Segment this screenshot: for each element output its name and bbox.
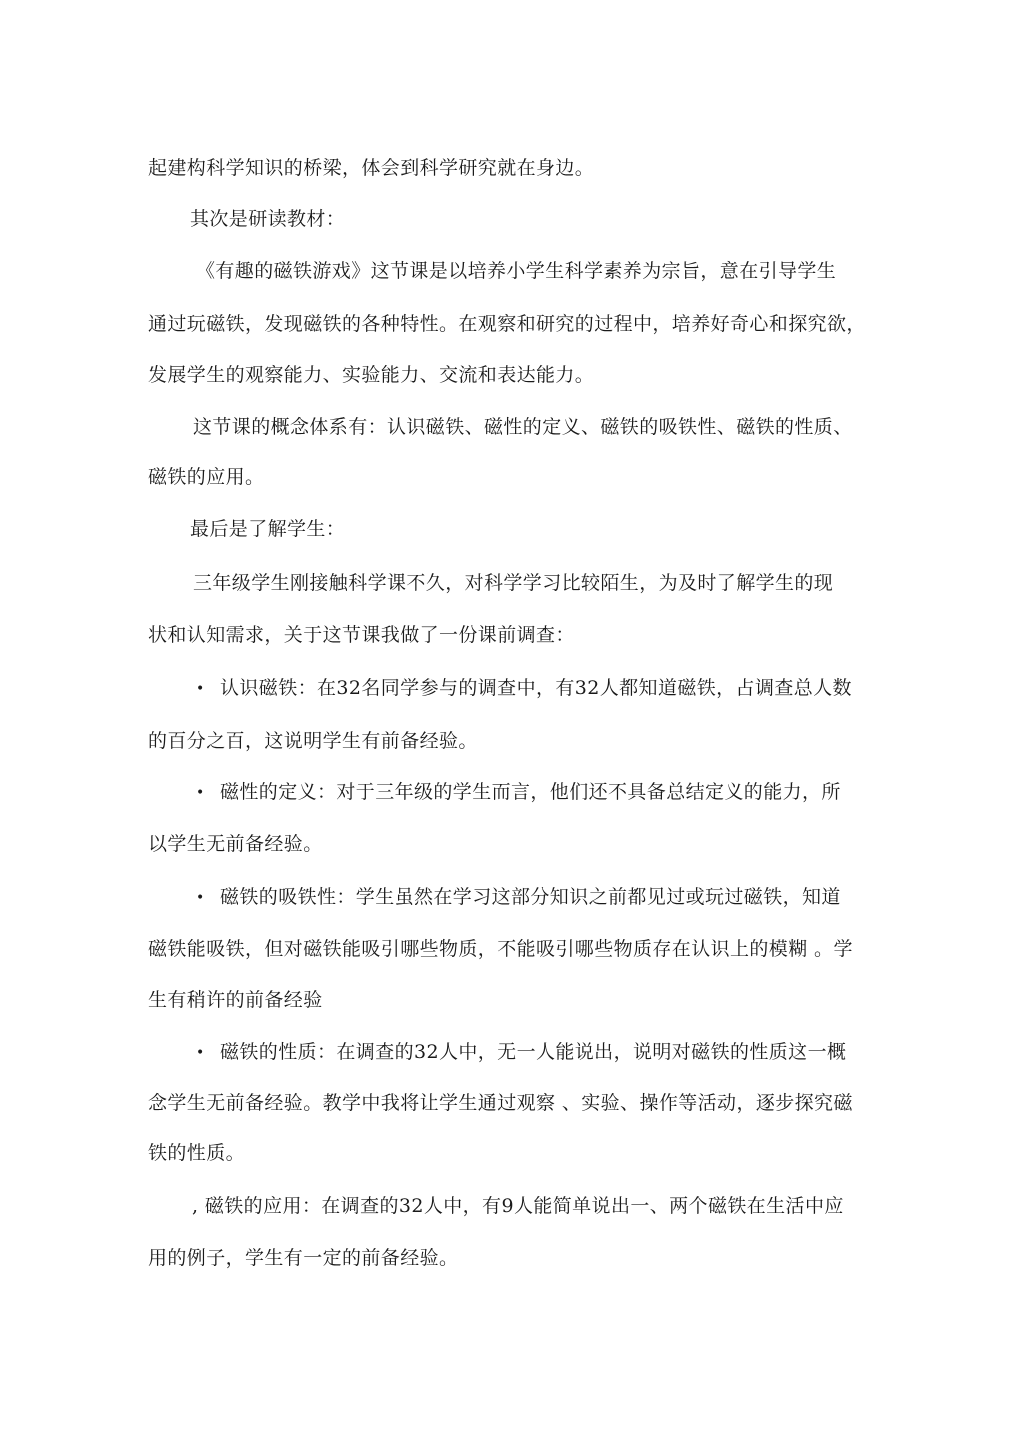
paragraph-line: 这节课的概念体系有：认识磁铁、磁性的定义、磁铁的吸铁性、磁铁的性质、 — [193, 416, 853, 438]
paragraph-line: 念学生无前备经验。教学中我将让学生通过观察 、实验、操作等活动，逐步探究磁 — [148, 1092, 853, 1114]
paragraph-line: 生有稍许的前备经验 — [148, 989, 323, 1011]
paragraph-line: 状和认知需求，关于这节课我做了一份课前调查： — [148, 624, 575, 646]
bullet-text: 磁铁的性质：在调查的32人中，无一人能说出，说明对磁铁的性质这一概 — [220, 1041, 847, 1063]
paragraph-line: 磁铁的应用。 — [148, 466, 265, 488]
bullet-text: 磁性的定义：对于三年级的学生而言，他们还不具备总结定义的能力，所 — [220, 781, 841, 803]
paragraph-line: 《有趣的磁铁游戏》这节课是以培养小学生科学素养为宗旨，意在引导学生 — [196, 260, 837, 282]
section-heading: 其次是研读教材： — [190, 208, 346, 230]
bullet-item-first-line — [196, 780, 841, 805]
section-heading: 最后是了解学生： — [190, 518, 346, 540]
bullet-icon: • — [196, 890, 205, 906]
paragraph-line: , 磁铁的应用：在调查的32人中，有9人能简单说出一、两个磁铁在生活中应 — [192, 1195, 844, 1217]
bullet-item-first-line — [196, 885, 841, 910]
paragraph-line: 用的例子，学生有一定的前备经验。 — [148, 1247, 459, 1269]
paragraph-line: 发展学生的观察能力、实验能力、交流和表达能力。 — [148, 364, 595, 386]
bullet-icon: • — [196, 681, 205, 697]
bullet-item-first-line — [196, 676, 852, 701]
bullet-icon: • — [196, 785, 205, 801]
bullet-item-first-line — [196, 1040, 846, 1065]
paragraph-line: 通过玩磁铁，发现磁铁的各种特性。在观察和研究的过程中，培养好奇心和探究欲， — [148, 313, 866, 335]
paragraph-line: 磁铁能吸铁，但对磁铁能吸引哪些物质，不能吸引哪些物质存在认识上的模糊 。学 — [148, 938, 853, 960]
paragraph-line: 以学生无前备经验。 — [148, 833, 323, 855]
paragraph-line: 铁的性质。 — [148, 1142, 246, 1164]
paragraph-line: 三年级学生刚接触科学课不久，对科学学习比较陌生，为及时了解学生的现 — [193, 572, 834, 594]
paragraph-line: 起建构科学知识的桥梁，体会到科学研究就在身边。 — [148, 157, 595, 179]
bullet-text: 认识磁铁：在32名同学参与的调查中，有32人都知道磁铁，占调查总人数 — [220, 677, 852, 699]
bullet-text: 磁铁的吸铁性：学生虽然在学习这部分知识之前都见过或玩过磁铁，知道 — [220, 886, 841, 908]
bullet-icon: • — [196, 1045, 205, 1061]
paragraph-line: 的百分之百，这说明学生有前备经验。 — [148, 730, 478, 752]
